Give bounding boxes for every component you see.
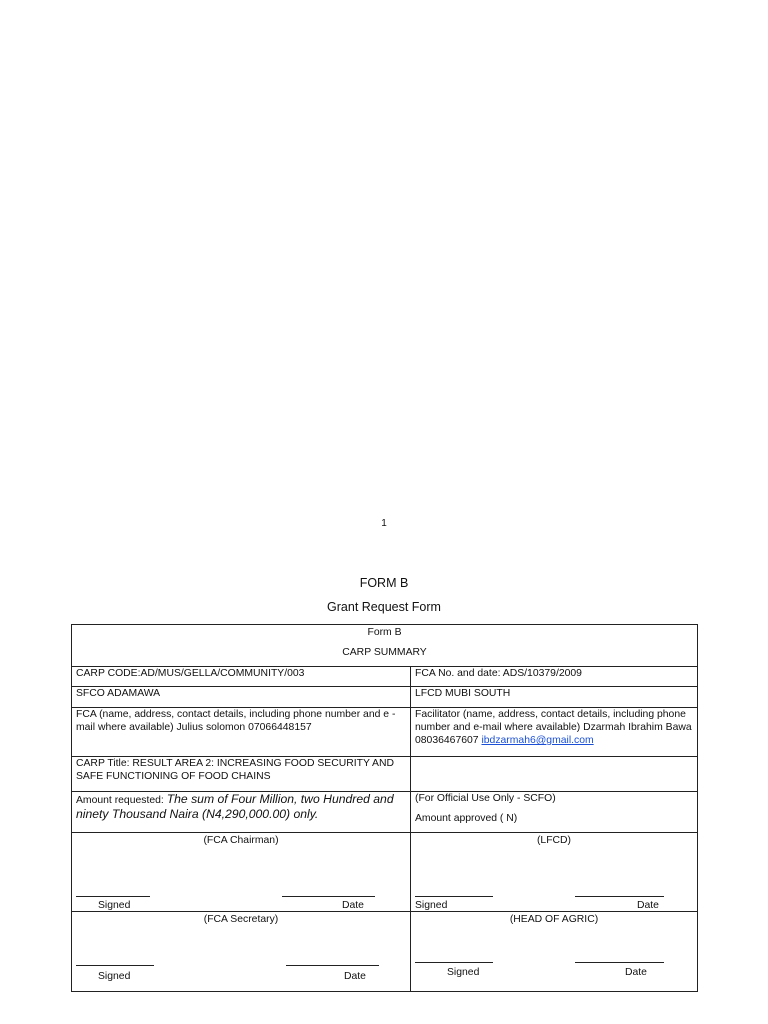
lfcd-signature-cell [411, 833, 698, 912]
amount-approved-label: Amount approved ( N) [415, 813, 518, 824]
official-use-cell [411, 792, 698, 833]
amount-requested-value: The sum of Four Million, two Hundred and ninety Thousand Naira (N4,290,000.00) only. [76, 792, 394, 821]
date-label: Date [625, 967, 647, 978]
fca-chairman-label: (FCA Chairman) [203, 835, 279, 846]
head-of-agric-signature-cell [411, 912, 698, 992]
lfcd-label: (LFCD) [536, 835, 572, 846]
carp-summary-table [71, 624, 698, 992]
signature-line [76, 965, 154, 966]
table-header-form-b: Form B [367, 627, 402, 638]
date-line [282, 896, 375, 897]
facilitator-details-text: Facilitator (name, address, contact details, including phone number and e-mail where available) Dzarmah Ibrahim Bawa 08036467607 [415, 709, 692, 746]
table-header-cell [72, 625, 698, 667]
sfco-cell: SFCO ADAMAWA [72, 687, 411, 708]
fca-secretary-signature-cell [72, 912, 411, 992]
form-title: FORM B [359, 576, 409, 590]
facilitator-email-link[interactable]: ibdzarmah6@gmail.com [481, 735, 594, 746]
fca-chairman-signature-cell [72, 833, 411, 912]
date-line [286, 965, 379, 966]
table-header-carp-summary: CARP SUMMARY [342, 647, 427, 658]
signed-label: Signed [98, 900, 131, 911]
date-label: Date [342, 900, 364, 911]
date-label: Date [637, 900, 659, 911]
form-subtitle: Grant Request Form [327, 600, 441, 614]
signed-label: Signed [415, 900, 448, 911]
date-line [575, 896, 664, 897]
carp-code-cell: CARP CODE:AD/MUS/GELLA/COMMUNITY/003 [72, 667, 411, 687]
fca-number-date-cell: FCA No. and date: ADS/10379/2009 [411, 667, 698, 687]
date-line [575, 962, 664, 963]
signature-line [415, 896, 493, 897]
fca-details-cell: FCA (name, address, contact details, including phone number and e -mail where available) Julius solomon 07066448157 [72, 708, 411, 757]
lfcd-cell: LFCD MUBI SOUTH [411, 687, 698, 708]
facilitator-details-cell [411, 708, 698, 757]
page-number: 1 [381, 518, 387, 529]
date-label: Date [344, 971, 366, 982]
signed-label: Signed [98, 971, 131, 982]
fca-secretary-label: (FCA Secretary) [203, 914, 279, 925]
amount-requested-cell [72, 792, 411, 833]
amount-requested-label: Amount requested: [76, 795, 167, 806]
carp-title-empty-cell [411, 757, 698, 792]
carp-title-cell: CARP Title: RESULT AREA 2: INCREASING FOOD SECURITY AND SAFE FUNCTIONING OF FOOD CHAINS [72, 757, 411, 792]
head-of-agric-label: (HEAD OF AGRIC) [509, 914, 599, 925]
official-use-label: (For Official Use Only - SCFO) [415, 793, 556, 804]
signature-line [415, 962, 493, 963]
signature-line [76, 896, 150, 897]
signed-label: Signed [447, 967, 480, 978]
